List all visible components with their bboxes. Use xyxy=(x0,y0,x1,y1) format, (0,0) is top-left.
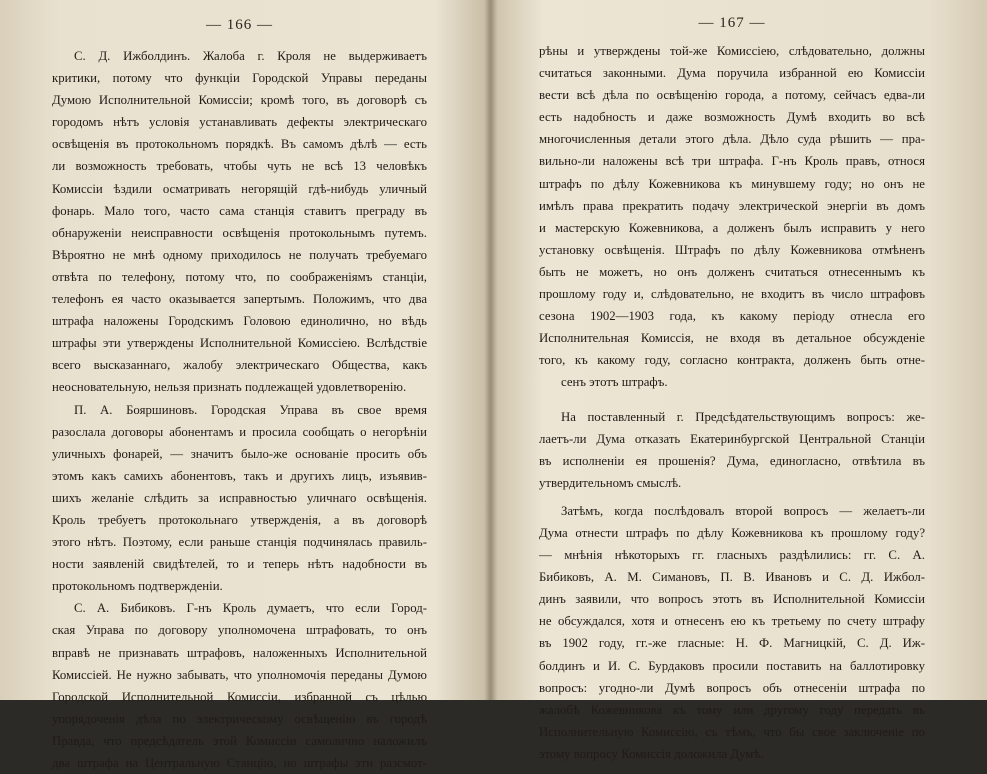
page-number: — 167 — xyxy=(698,15,766,31)
text-line: вести всѣ дѣла по освѣщенію города, а потому, сейчасъ едва-ли xyxy=(539,88,925,103)
text-line: два штрафа на Центральную Станцію, но штрафы эти разсмот- xyxy=(52,756,427,770)
text-line: есть надобность и даже возможность Думѣ входить во всѣ xyxy=(539,110,925,125)
text-line: критики, потому что функціи Городской Управы переданы xyxy=(52,71,427,86)
text-line: освѣщенія въ протокольномъ порядкѣ. Въ самомъ дѣлѣ — есть xyxy=(52,137,427,152)
text-line: Затѣмъ, когда послѣдовалъ второй вопросъ — желаетъ-ли xyxy=(561,503,925,518)
page-number: — 166 — xyxy=(206,17,273,33)
text-line: сезона 1902—1903 года, къ какому періоду отнесла его xyxy=(539,309,925,324)
text-line: Кроль требуетъ протокольнаго утвержденія, а въ договорѣ xyxy=(52,512,427,527)
text-line: и мастерскую Кожевникова, а долженъ былъ исправить у него xyxy=(539,220,925,235)
text-line: рѣны и утверждены той-же Комиссіею, слѣдовательно, должны xyxy=(539,44,925,58)
text-line: утвердительномъ смыслѣ. xyxy=(539,475,682,490)
text-line: П. А. Бояршиновъ. Городская Управа въ свое время xyxy=(74,402,427,417)
text-line: На поставленный г. Предсѣдательствующимъ вопросъ: же- xyxy=(561,409,925,424)
text-line: Вѣроятно не мнѣ одному приходилось не получать требуемаго xyxy=(52,247,427,262)
page-body xyxy=(539,40,925,765)
text-line: уличныхъ фонарей, — значитъ было-же основаніе просить объ xyxy=(52,446,427,461)
text-line: вправѣ не признавать штрафовъ, наложенныхъ Исполнительной xyxy=(52,645,427,660)
text-line: ли возможность требовать, чтобы чуть не всѣ 13 человѣкъ xyxy=(52,159,427,174)
text-line: Исполнительная Комиссія, не входя въ детальное обсужденіе xyxy=(539,331,925,346)
text-line: прошлому году и, слѣдовательно, не входитъ въ число штрафовъ xyxy=(539,287,925,302)
text-line: Думою Исполнительной Комиссіи; кромѣ того, въ договорѣ съ xyxy=(52,93,427,108)
text-line: этому вопросу Комиссія доложила Думѣ. xyxy=(539,746,764,761)
text-line: ская Управа по договору уполномочена штрафовать, то онъ xyxy=(52,623,427,638)
text-line: вопросъ: угодно-ли Думѣ вопросъ объ отнесеніи штрафа по xyxy=(539,680,925,695)
text-line: упорядоченія дѣла по электрическому освѣщенію въ городѣ xyxy=(52,711,427,726)
text-line: — мнѣнія нѣкоторыхъ гг. гласныхъ раздѣлились: гг. С. А. xyxy=(539,548,925,563)
text-line: болдинъ и И. С. Бурдаковъ просили поставить на баллотировку xyxy=(539,658,925,673)
text-line: быть не можетъ, но онъ долженъ считаться отнесеннымъ къ xyxy=(539,264,925,279)
text-line: С. Д. Ижболдинъ. Жалоба г. Кроля не выдерживаетъ xyxy=(74,49,427,63)
text-line: жалобѣ Кожевникова къ тому или другому году передать въ xyxy=(539,702,925,717)
text-line: имѣлъ права прекратить подачу электрической энергіи въ домъ xyxy=(539,198,925,213)
text-line: динъ заявили, что вопросъ этотъ въ Исполнительной Комиссіи xyxy=(539,592,925,607)
page-body xyxy=(52,45,427,774)
text-line: Бибиковъ, А. М. Симановъ, П. В. Ивановъ и С. Д. Ижбол- xyxy=(539,570,925,585)
text-line: Правда, что предсѣдатель этой Комиссіи самолично наложилъ xyxy=(52,733,427,748)
text-line: ности заявленій свидѣтелей, то и теперь нѣтъ надобности въ xyxy=(52,557,427,572)
left-page xyxy=(0,0,487,770)
text-line: обнаруженіи неисправности освѣщенія протокольнымъ путемъ. xyxy=(52,225,427,240)
text-line: лаетъ-ли Дума отказать Екатеринбургской Центральной Станціи xyxy=(539,431,925,446)
text-line: въ 1902 году, гг.-же гласные: Н. Ф. Магницкій, С. Д. Иж- xyxy=(539,636,925,651)
text-line: фонарь. Мало того, часто сама станція ставитъ преграду въ xyxy=(52,203,427,218)
text-line: неосновательную, нельзя признать подлежащей удовлетворенію. xyxy=(52,380,407,395)
text-line: Городской Исполнительной Комиссіи, избранной съ цѣлью xyxy=(52,689,427,704)
text-line: телефонъ ея часто оказывается запертымъ. Положимъ, что два xyxy=(52,292,427,307)
text-line: того, къ какому году, согласно контракта, долженъ быть отне- xyxy=(539,353,925,368)
text-line: всего высказаннаго, жалобу электрическаго Общества, какъ xyxy=(52,358,427,373)
text-line: Комиссіи ѣздили осматривать негорящій гдѣ-нибудь уличный xyxy=(52,181,427,196)
right-page xyxy=(497,0,987,761)
text-line: отвѣта по телефону, потому что, по соображеніямъ станціи, xyxy=(52,269,427,284)
text-line: этомъ какъ самихъ абонентовъ, такъ и другихъ лицъ, изъявив- xyxy=(52,468,427,483)
text-line: шихъ желаніе слѣдить за исправностью уличнаго освѣщенія. xyxy=(52,490,427,505)
text-line: разослала договоры абонентамъ и просила сообщать о негорѣніи xyxy=(52,424,427,439)
text-line: установку освѣщенія. Штрафъ по дѣлу Кожевникова отмѣненъ xyxy=(539,242,925,257)
text-line: Комиссіей. Не нужно забывать, что уполномочія переданы Думою xyxy=(52,667,427,682)
text-line: Дума отнести штрафъ по дѣлу Кожевникова къ прошлому году? xyxy=(539,525,925,540)
text-line: городомъ нѣтъ условія устанавливать дефекты электрическаго xyxy=(52,115,427,130)
text-line: штрафы эти утверждены Исполнительной Комиссіею. Вслѣдствіе xyxy=(52,336,427,351)
text-line: считаться законными. Дума поручила избранной ею Комиссіи xyxy=(539,66,925,81)
text-line: сенъ этотъ штрафъ. xyxy=(561,375,668,390)
text-line: протокольномъ подтвержденіи. xyxy=(52,579,223,594)
text-line: этого нѣтъ. Поэтому, если раньше станція подчинялась правиль- xyxy=(52,535,427,550)
text-line: многочисленныя детали этого дѣла. Дѣло суда рѣшить — пра- xyxy=(539,132,925,147)
text-line: не обсуждался, хотя и отнесенъ ею къ третьему по счету штрафу xyxy=(539,614,925,629)
text-line: вильно-ли наложены всѣ три штрафа. Г-нъ Кроль правъ, относя xyxy=(539,154,925,169)
text-line: Исполнительную Комиссію, съ тѣмъ, что бы свое заключеніе по xyxy=(539,724,925,739)
text-line: штрафъ по дѣлу Кожевникова къ минувшему году; но онъ не xyxy=(539,176,925,191)
text-line: штрафа наложены Городскимъ Головою единолично, но вѣдь xyxy=(52,314,427,329)
text-line: въ исполненіи ея прошенія? Дума, единогласно, отвѣтила въ xyxy=(539,453,925,468)
text-line: С. А. Бибиковъ. Г-нъ Кроль думаетъ, что если Город- xyxy=(74,601,427,616)
